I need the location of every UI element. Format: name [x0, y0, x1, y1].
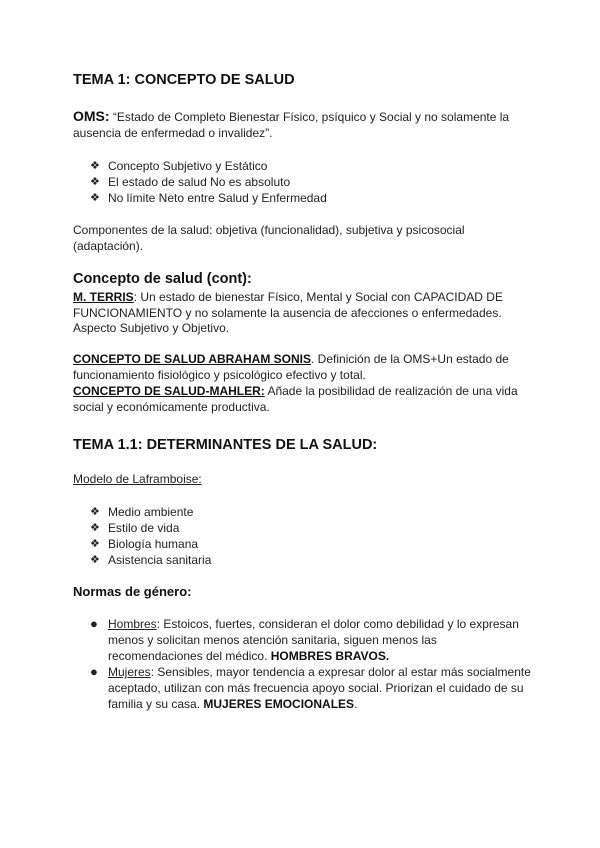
list-item: ❖ El estado de salud No es absoluto — [90, 175, 291, 189]
health-components: Componentes de la salud: objetiva (funcionalidad), subjetiva y psicosocial (adaptación). — [73, 223, 465, 253]
mahler-label: CONCEPTO DE SALUD-MAHLER: — [73, 384, 265, 398]
sonis-text: . Definición de la OMS+Un estado de funcionamiento fisiológico y psicológico efectivo y total. — [73, 352, 509, 382]
diamond-bullet-icon: ❖ — [90, 506, 100, 518]
tema-1-title: TEMA 1: CONCEPTO DE SALUD — [73, 72, 295, 88]
oms-text: “Estado de Completo Bienestar Físico, psíquico y Social y no solamente la ausencia de enfermedad o invalidez”. — [73, 110, 510, 140]
normas-list — [73, 616, 533, 712]
diamond-bullet-icon: ❖ — [90, 538, 100, 550]
terris-definition — [73, 290, 533, 337]
dot-bullet-icon: ● — [90, 664, 98, 679]
laframboise-label: Modelo de Laframboise: — [73, 472, 202, 486]
sonis-label: CONCEPTO DE SALUD ABRAHAM SONIS — [73, 352, 312, 366]
list-item: ❖ Biología humana — [90, 537, 199, 551]
diamond-bullet-icon: ❖ — [90, 176, 100, 188]
dot-bullet-icon: ● — [90, 616, 98, 631]
list-item: ● Mujeres: Sensibles, mayor tendencia a expresar dolor al estar más socialmente aceptado, utilizan con más frecuencia apoyo social. Priorizan el cuidado de su familia y su casa. MUJERES EMOCIONALES. — [90, 664, 531, 711]
list-item: ❖ No límite Neto entre Salud y Enfermedad — [90, 191, 327, 205]
hombres-emph: HOMBRES BRAVOS. — [270, 649, 390, 663]
mujeres-emph: MUJERES EMOCIONALES — [203, 697, 355, 711]
diamond-bullet-icon: ❖ — [90, 522, 100, 534]
mahler-text: Añade la posibilidad de realización de una vida social y económicamente productiva. — [73, 384, 518, 414]
laframboise-list — [73, 504, 533, 568]
list-item: ❖ Concepto Subjetivo y Estático — [90, 159, 268, 173]
terris-text: : Un estado de bienestar Físico, Mental y Social con CAPACIDAD DE FUNCIONAMIENTO y no solamente la ausencia de afecciones o enfermedades. Aspecto Subjetivo y Objetivo. — [73, 290, 503, 335]
diamond-bullet-icon: ❖ — [90, 160, 100, 172]
hombres-label: Hombres — [108, 617, 157, 631]
oms-definition — [73, 109, 533, 141]
mahler-definition — [73, 384, 533, 415]
oms-bullet-list — [73, 158, 533, 206]
oms-label: OMS: — [73, 108, 110, 124]
tema-1-1-title: TEMA 1.1: DETERMINANTES DE LA SALUD: — [73, 437, 378, 453]
list-item: ❖ Medio ambiente — [90, 505, 194, 519]
list-item: ❖ Asistencia sanitaria — [90, 553, 212, 567]
concepto-cont-heading: Concepto de salud (cont): — [73, 271, 252, 287]
list-item: ❖ Estilo de vida — [90, 521, 180, 535]
diamond-bullet-icon: ❖ — [90, 192, 100, 204]
mujeres-label: Mujeres — [108, 665, 151, 679]
normas-heading: Normas de género: — [73, 584, 192, 599]
diamond-bullet-icon: ❖ — [90, 554, 100, 566]
sonis-definition — [73, 352, 533, 383]
terris-label: M. TERRIS — [73, 290, 134, 304]
list-item: ● Hombres: Estoicos, fuertes, consideran el dolor como debilidad y lo expresan menos y solicitan menos atención sanitaria, siguen menos las recomendaciones del médico. HOMBRES BRAVOS. — [90, 616, 519, 663]
